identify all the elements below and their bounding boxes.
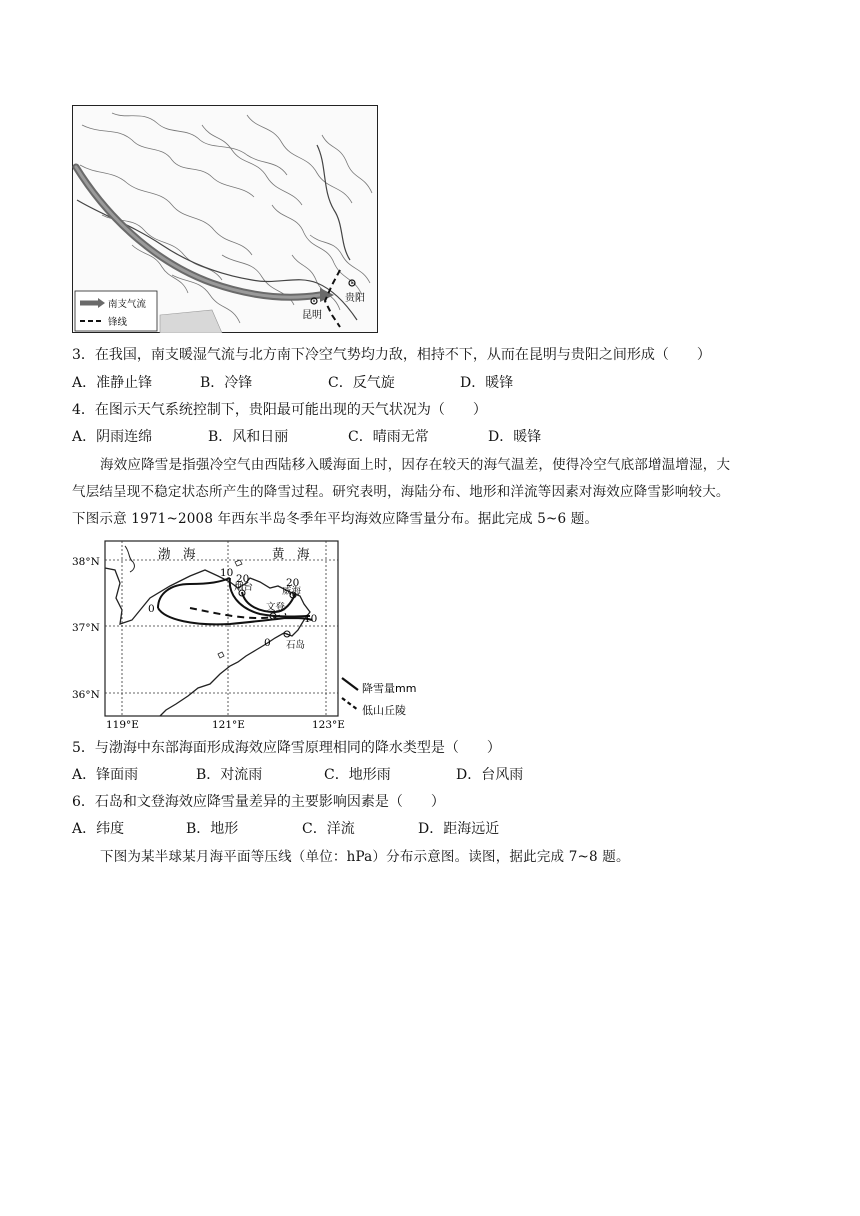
legend-front-label: 锋线 xyxy=(108,317,128,328)
q4-option-b[interactable]: B．风和日丽 xyxy=(208,429,289,445)
contour-label-20-left: 20 xyxy=(236,573,250,585)
lon-121e: 121°E xyxy=(212,719,245,731)
passage-1-line-2: 气层结呈现不稳定状态所产生的降雪过程。研究表明，海陆分布、地形和洋流等因素对海效应降雪影响较大。 xyxy=(72,484,730,500)
question-5-options xyxy=(72,765,792,785)
map2-legend xyxy=(342,678,416,717)
passage-2-line-1: 下图为某半球某月海平面等压线（单位：hPa）分布示意图。读图，据此完成 7~8 题。 xyxy=(100,849,630,865)
q5-option-d[interactable]: D．台风雨 xyxy=(456,767,524,783)
lat-37n: 37°N xyxy=(72,622,100,634)
city-yantai: 烟台 xyxy=(234,582,254,593)
question-6-stem: 6．石岛和文登海效应降雪量差异的主要影响因素是（ ） xyxy=(72,794,445,810)
legend-snow-label: 降雪量mm xyxy=(362,682,417,695)
q6-option-b[interactable]: B．地形 xyxy=(186,821,239,837)
q3-option-d[interactable]: D．暖锋 xyxy=(460,375,514,391)
q6-option-d[interactable]: D．距海远近 xyxy=(418,821,500,837)
question-4-stem: 4．在图示天气系统控制下，贵阳最可能出现的天气状况为（ ） xyxy=(72,402,487,418)
map2-svg xyxy=(70,538,430,732)
legend-hill-label: 低山丘陵 xyxy=(362,704,406,717)
sea-huanghai: 黄 海 xyxy=(272,546,310,561)
q5-option-a[interactable]: A．锋面雨 xyxy=(72,767,139,783)
contour-label-0-bottom: 0 xyxy=(264,637,271,649)
city-wendeng: 文登 xyxy=(266,602,286,613)
question-6-options xyxy=(72,819,792,839)
q4-option-d[interactable]: D．暖锋 xyxy=(488,429,542,445)
sea-bohai: 渤 海 xyxy=(158,546,196,561)
question-3-stem: 3．在我国，南支暖湿气流与北方南下冷空气势均力敌，相持不下，从而在昆明与贵阳之间形成（ ） xyxy=(72,347,711,363)
q6-option-c[interactable]: C．洋流 xyxy=(302,821,355,837)
city-kunming: 昆明 xyxy=(302,310,322,321)
question-3-options xyxy=(72,373,792,393)
q3-option-b[interactable]: B．冷锋 xyxy=(200,375,253,391)
contour-label-10-right: 10 xyxy=(304,613,318,625)
passage-1-line-1: 海效应降雪是指强冷空气由西陆移入暖海面上时，因存在较天的海气温差，使得冷空气底部增温增湿，大 xyxy=(100,457,731,473)
map-southern-branch-airflow xyxy=(72,105,378,333)
q4-option-c[interactable]: C．晴雨无常 xyxy=(348,429,429,445)
legend-hill-symbol xyxy=(342,698,358,710)
contour-label-10-top: 10 xyxy=(220,567,234,579)
q5-option-c[interactable]: C．地形雨 xyxy=(324,767,391,783)
q3-option-c[interactable]: C．反气旋 xyxy=(328,375,395,391)
contour-label-0-left: 0 xyxy=(148,603,155,615)
lon-123e: 123°E xyxy=(312,719,345,731)
map1-legend xyxy=(75,291,157,331)
q3-option-a[interactable]: A．准静止锋 xyxy=(72,375,153,391)
contour-label-20-right: 20 xyxy=(286,577,300,589)
legend-airflow-label: 南支气流 xyxy=(108,299,147,310)
map-shandong-snowfall xyxy=(70,538,430,732)
lon-119e: 119°E xyxy=(106,719,139,731)
q5-option-b[interactable]: B．对流雨 xyxy=(196,767,263,783)
city-weihai: 威海 xyxy=(282,586,302,597)
city-shidao: 石岛 xyxy=(286,640,306,651)
legend-snow-symbol xyxy=(342,678,358,690)
lat-36n: 36°N xyxy=(72,689,100,701)
question-5-stem: 5．与渤海中东部海面形成海效应降雪原理相同的降水类型是（ ） xyxy=(72,740,501,756)
q6-option-a[interactable]: A．纬度 xyxy=(72,821,125,837)
map1-svg xyxy=(72,105,378,333)
city-guiyang: 贵阳 xyxy=(345,293,365,304)
lat-38n: 38°N xyxy=(72,556,100,568)
q4-option-a[interactable]: A．阴雨连绵 xyxy=(72,429,153,445)
question-4-options xyxy=(72,427,792,447)
passage-1-line-3: 下图示意 1971~2008 年西东半岛冬季年平均海效应降雪量分布。据此完成 5~6 题。 xyxy=(72,511,599,527)
